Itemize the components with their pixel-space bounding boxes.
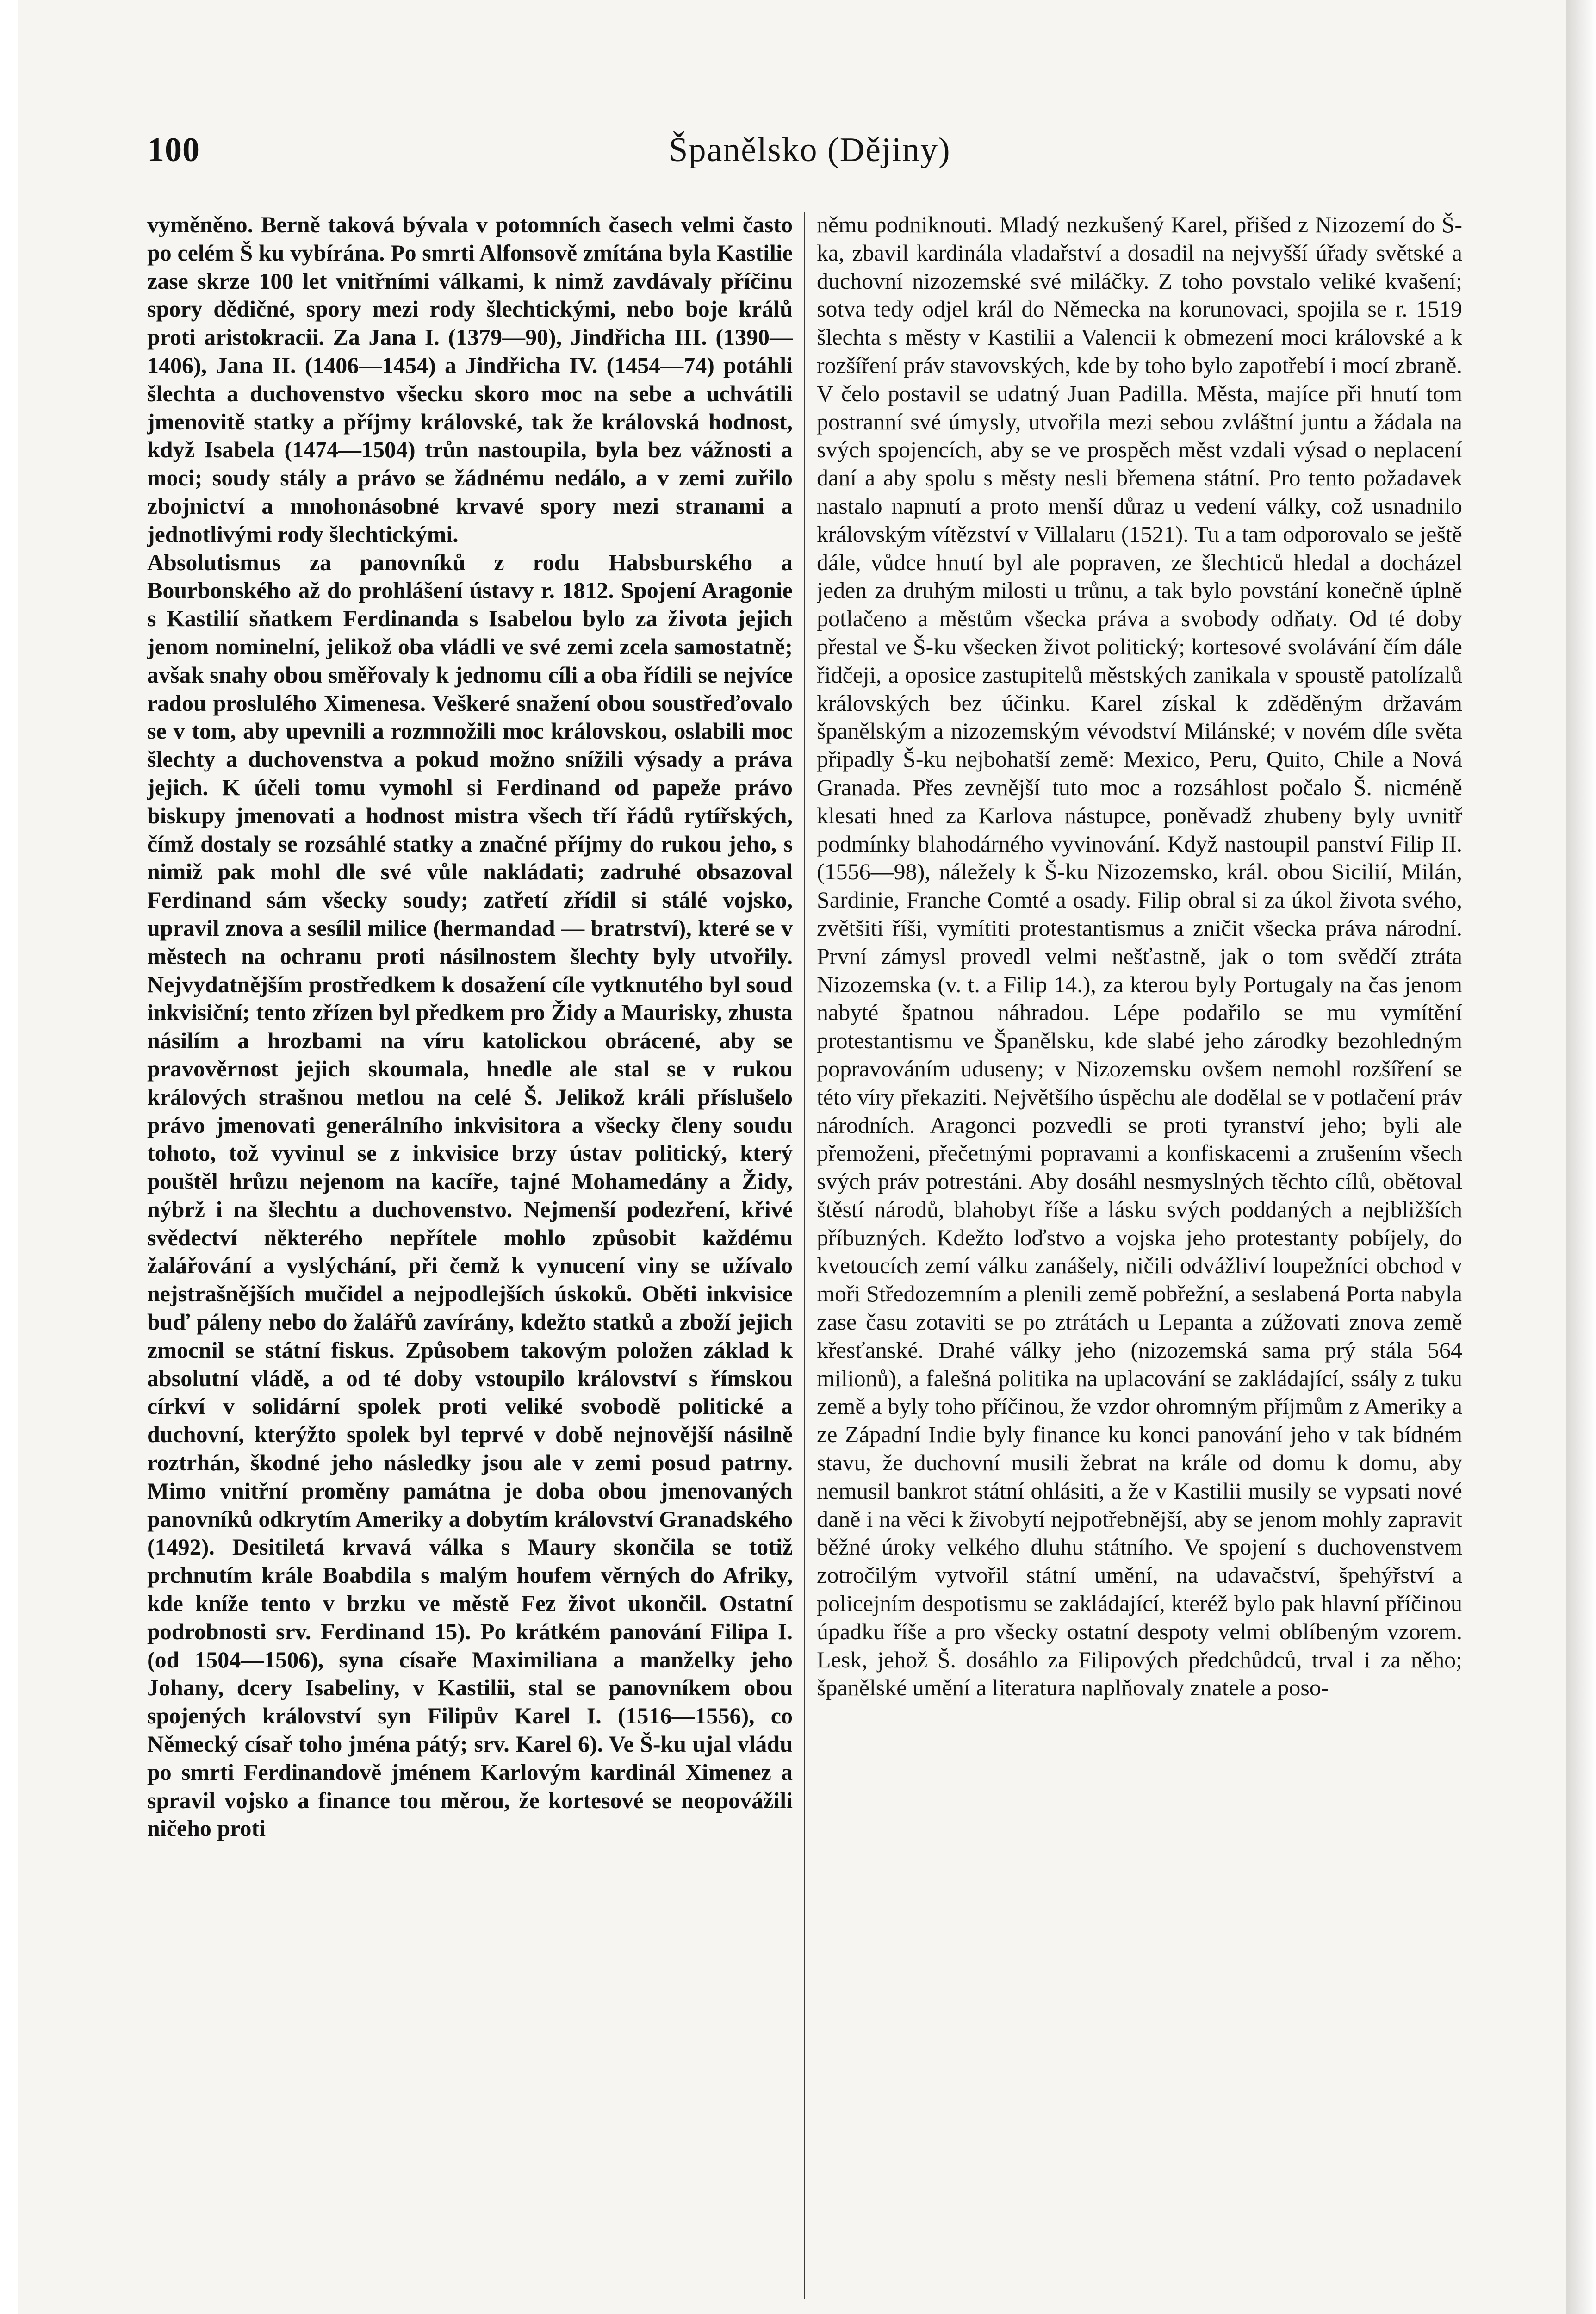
paragraph: vyměněno. Berně taková bývala v potomních časech velmi často po celém Š ku vybírána. Po smrti Alfonsově zmítána byla Kastilie zase skrze 100 let vnitřními válkami, k nimž zavdávaly příčinu spory dědičné, spory mezi rody šlechtickými, nebo boje králů proti aristokracii. Za Jana I. (1379—90), Jindřicha III. (1390—1406), Jana II. (1406—1454) a Jindřicha IV. (1454—74) potáhli šlechta a duchovenstvo všecku skoro moc na sebe a uchvátili jmenovitě statky a příjmy královské, tak že královská hodnost, když Isabela (1474—1504) trůn nastoupila, byla bez vážnosti a moci; soudy stály a právo se žádnému nedálo, a v zemi zuřilo zbojnictví a mnohonásobné krvavé spory mezi stranami a jednotlivými rody šlechtickými. — [147, 211, 793, 547]
running-head: Španělsko (Dějiny) — [669, 131, 951, 169]
page-number: 100 — [147, 131, 200, 169]
text-column-left — [147, 211, 793, 2314]
paragraph: němu podniknouti. Mladý nezkušený Karel, přišed z Nizozemí do Š-ka, zbavil kardinála vladařství a dosadil na nejvyšší úřady světské a duchovní nizozemské své miláčky. Z toho povstalo veliké kvašení; sotva tedy odjel král do Německa na korunovaci, spojila se r. 1519 šlechta s městy v Kastilii a Valencii k obmezení moci královské a k rozšíření práv stavovských, kde by toho bylo zapotřebí i mocí zbraně. V čelo postavil se udatný Juan Padilla. Města, majíce při hnutí tom postranní své úmysly, utvořila mezi sebou zvláštní juntu a žádala na svých spojencích, aby se ve prospěch měst vzdali výsad o neplacení daní a aby spolu s městy nesli břemena státní. Pro tento požadavek nastalo napnutí a proto menší důraz u vedení války, což usnadnilo královským vítězství v Villalaru (1521). Tu a tam odporovalo se ještě dále, vůdce hnutí byl ale popraven, ze šlechticů hledal a docházel jeden za druhým milosti u trůnu, a tak bylo povstání konečně úplně potlačeno a městům všecka práva a svobody odňaty. Od té doby přestal ve Š-ku všecken život politický; kortesové svolávání čím dále řidčeji, a oposice zastupitelů městských zanikala v spoustě patolízalů královských bez účinku. Karel získal k zděděným državám španělským a nizozemským vévodství Milánské; v novém díle světa připadly Š-ku nejbohatší země: Mexico, Peru, Quito, Chile a Nová Granada. Přes zevnější tuto moc a rozsáhlost počalo Š. nicméně klesati hned za Karlova nástupce, poněvadž zhubeny byly uvnitř podmínky blahodárného vyvinování. Když nastoupil panství Filip II. (1556—98), náležely k Š-ku Nizozemsko, král. obou Sicilií, Milán, Sardinie, Franche Comté a osady. Filip obral si za úkol života svého, zvětšiti říši, vymítiti protestantismus a zničit všecka práva národní. První zámysl provedl velmi nešťastně, jak o tom svědčí ztráta Nizozemska (v. t. a Filip 14.), za kterou byly Portugaly na čas jenom nabyté špatnou náhradou. Lépe podařilo se mu vymítění protestantismu ve Španělsku, kde slabé jeho zárodky bezohledným popravováním uduseny; v Nizozemsku ovšem nemohl rozšíření se této víry překaziti. Největšího úspěchu ale dodělal se v potlačení práv národních. Aragonci pozvedli se proti tyranství jeho; byli ale přemoženi, přečetnými popravami a konfiskacemi a zrušením všech svých práv potrestáni. Aby dosáhl nesmyslných těchto cílů, obětoval štěstí národů, blahobyt říše a lásku svých poddaných a nejbližších příbuzných. Kdežto loďstvo a vojska jeho protestanty pobíjely, do kvetoucích zemí válku zanášely, ničili odvážliví loupežníci obchod v moři Středozemním a plenili země pobřežní, a seslabená Porta nabyla zase času zotaviti se po ztrátách u Lepanta a zúžovati znova země křesťanské. Drahé války jeho (nizozemská sama prý stála 564 milionů), a falešná politika na uplacování se zakládající, ssály z tuku země a byly toho příčinou, že vzdor ohromným příjmům z Ameriky a ze Západní Indie byly finance ku konci panování jeho v tak bídném stavu, že duchovní musili žebrat na krále od domu k domu, aby nemusil bankrot státní ohlásiti, a že v Kastilii musily se vypsati nové daně i na věci k živobytí nejpotřebnější, aby se jenom mohly zapravit běžné úroky velkého dluhu státního. Ve spojení s duchovenstvem zotročilým vytvořil státní umění, na udavačství, špehýřství a policejním despotismu se zakládající, kteréž bylo pak hlavní příčinou úpadku říše a pro všecky ostatní despoty velmi oblíbeným vzorem. Lesk, jehož Š. dosáhlo za Filipových předchůdců, trval i za něho; španělské umění a literatura naplňovaly znatele a poso- — [817, 211, 1462, 1701]
paragraph: Absolutismus za panovníků z rodu Habsburského a Bourbonského až do prohlášení ústavy r. 1812. Spojení Aragonie s Kastilií sňatkem Ferdinanda s Isabelou bylo za života jejich jenom nominelní, jelikož oba vládli ve své zemi zcela samostatně; avšak snahy obou směřovaly k jednomu cíli a oba řídili se nejvíce radou proslulého Ximenesa. Veškeré snažení obou soustřeďovalo se v tom, aby upevnili a rozmnožili moc královskou, oslabili moc šlechty a duchovenstva a pokud možno snížili výsady a práva jejich. K účeli tomu vymohl si Ferdinand od papeže právo biskupy jmenovati a hodnost mistra všech tří řádů rytířských, čímž dostaly se rozsáhlé statky a značné příjmy do rukou jeho, s nimiž pak mohl dle své vůle nakládati; zadruhé obsazoval Ferdinand sám všecky soudy; zatřetí zřídil si stálé vojsko, upravil znova a sesílil milice (hermandad — bratrství), které se v městech na ochranu proti násilnostem šlechty byly utvořily. Nejvydatnějším prostředkem k dosažení cíle vytknutého byl soud inkvisiční; tento zřízen byl předkem pro Židy a Maurisky, zhusta násilím a hrozbami na víru katolickou obrácené, aby se pravověrnost jejich skoumala, hnedle ale stal se v rukou králových strašnou metlou na celé Š. Jelikož králi příslušelo právo jmenovati generálního inkvisitora a všecky členy soudu tohoto, tož vyvinul se z inkvisice brzy ústav politický, který pouštěl hrůzu nejenom na kacíře, tajné Mohamedány a Židy, nýbrž i na šlechtu a duchovenstvo. Nejmenší podezření, křivé svědectví některého nepřítele mohlo způsobit každému žalářování a vyslýchání, při čemž k vynucení viny se užívalo nejstrašnějších mučidel a nejpodlejších úskoků. Oběti inkvisice buď páleny nebo do žalářů zavírány, kdežto statků a zboží jejich zmocnil se státní fiskus. Způsobem takovým položen základ k absolutní vládě, a od té doby vstoupilo království s římskou církví v solidární spolek proti veliké svobodě politické a duchovní, kterýžto spolek byl teprvé v době nejnovější násilně roztrhán, škodné jeho následky jsou ale v zemi posud patrny. Mimo vnitřní proměny památna je doba obou jmenovaných panovníků odkrytím Ameriky a dobytím království Granadského (1492). Desitiletá krvavá válka s Maury skončila se totiž prchnutím krále Boabdila s malým houfem věrných do Afriky, kde kníže tento v brzku ve městě Fez život ukončil. Ostatní podrobnosti srv. Ferdinand 15). Po krátkém panování Filipa I. (od 1504—1506), syna císaře Maximiliana a manželky jeho Johany, dcery Isabeliny, v Kastilii, stal se panovníkem obou spojených království syn Filipův Karel I. (1516—1556), co Německý císař toho jména pátý; srv. Karel 6). Ve Š-ku ujal vládu po smrti Ferdinandově jménem Karlovým kardinál Ximenez a spravil vojsko a finance tou měrou, že kortesové se neopovážili ničeho proti — [147, 549, 793, 1841]
column-divider — [804, 212, 805, 2299]
text-column-right — [817, 211, 1462, 2314]
page-edge-shadow — [1566, 0, 1596, 2314]
